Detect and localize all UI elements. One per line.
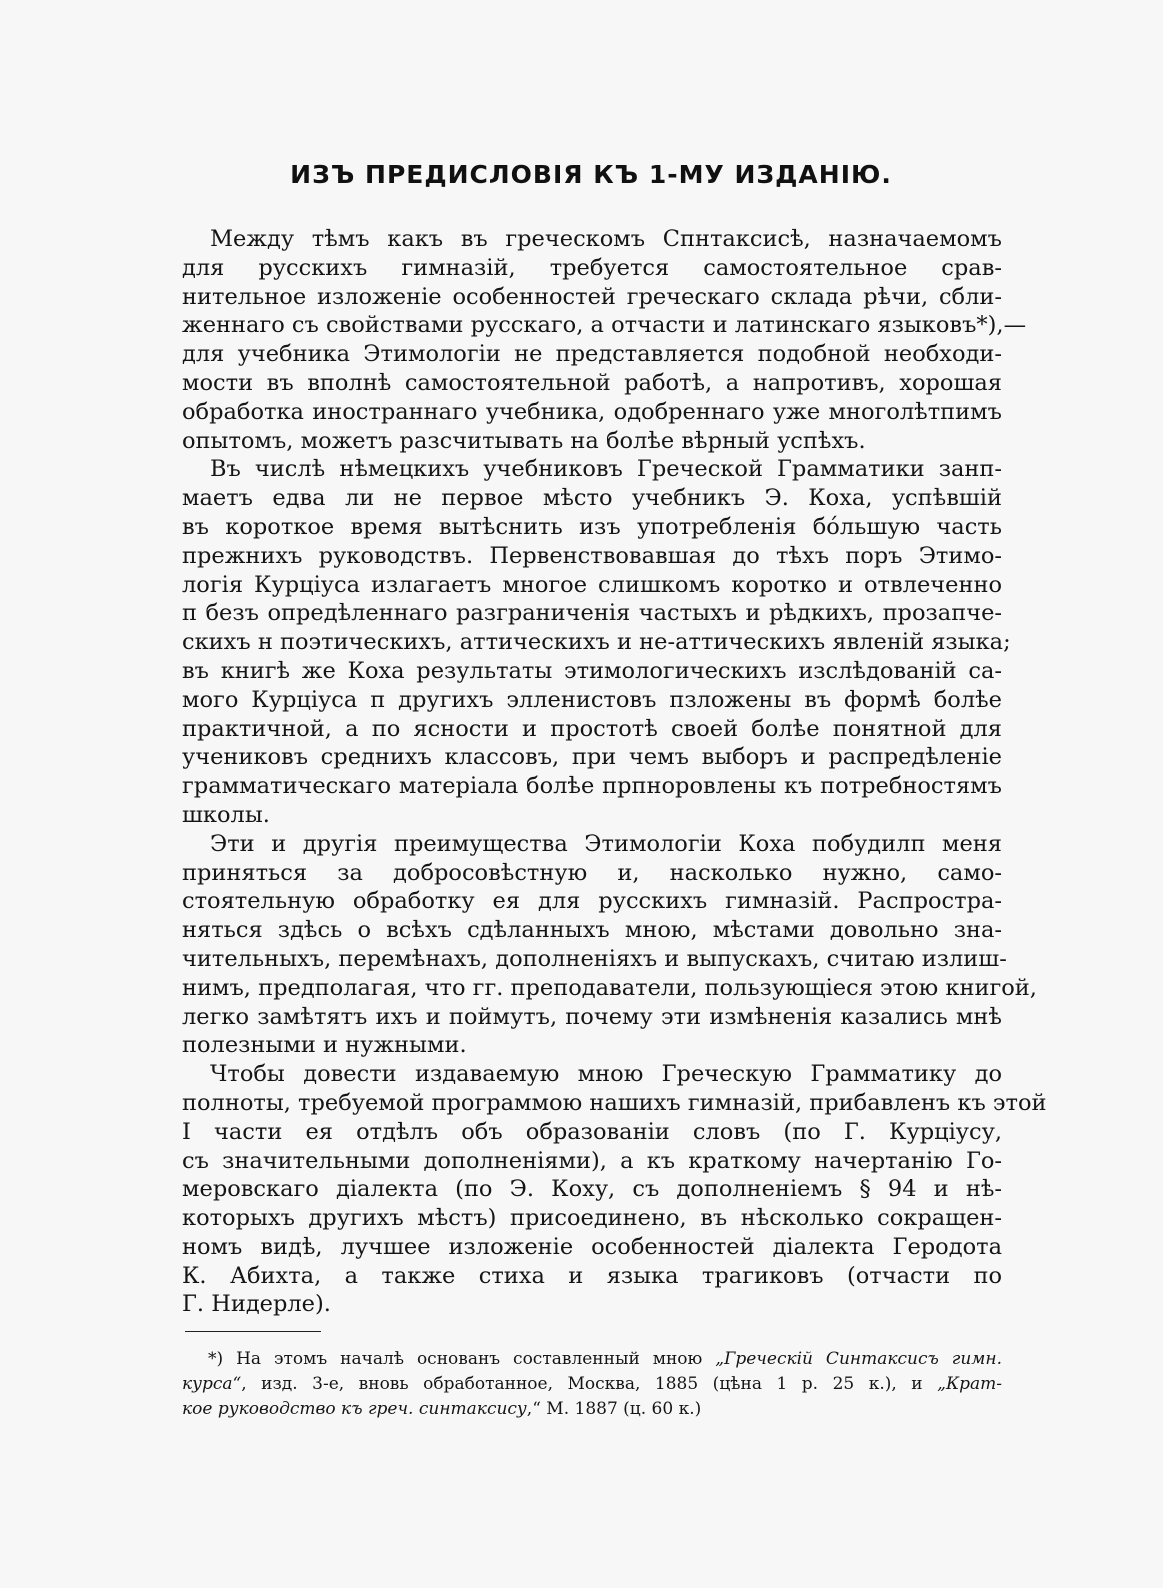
text-line: женнаго съ свойствами русскаго, а отчасти и латинскаго языковъ*),— bbox=[182, 312, 1027, 339]
footnote-text: , изд. 3-е, вновь обработанное, Москва, 1885 (цѣна 1 р. 25 к.), и bbox=[241, 1374, 938, 1394]
text-line: легко замѣтятъ ихъ и поймутъ, почему эти измѣненія казались мнѣ bbox=[182, 1003, 1002, 1030]
paragraph-2 bbox=[182, 455, 1011, 829]
footnote-line bbox=[182, 1347, 1002, 1372]
text-line: чительныхъ, перемѣнахъ, дополненіяхъ и выпускахъ, считаю излиш- bbox=[182, 945, 1007, 972]
text-line: номъ видѣ, лучшее изложеніе особенностей діалекта Геродота bbox=[182, 1233, 1002, 1260]
text-line: въ короткое время вытѣснить изъ употребленія бо́льшую часть bbox=[182, 513, 1002, 540]
text-line: меровскаго діалекта (по Э. Коху, съ дополненіемъ § 94 и нѣ- bbox=[182, 1176, 1002, 1203]
text-line: грамматическаго матеріала болѣе прпноровлены къ потребностямъ bbox=[182, 773, 1002, 800]
footnote-divider bbox=[185, 1331, 321, 1332]
text-line: нительное изложеніе особенностей греческаго склада рѣчи, сбли- bbox=[182, 283, 1002, 310]
text-line: мости въ вполнѣ самостоятельной работѣ, а напротивъ, хорошая bbox=[182, 369, 1002, 396]
text-line: скихъ н поэтическихъ, аттическихъ и не-аттическихъ явленій языка; bbox=[182, 629, 1011, 656]
text-line: практичной, а по ясности и простотѣ своей болѣе понятной для bbox=[182, 715, 1002, 742]
text-line: въ книгѣ же Коха результаты этимологическихъ изслѣдованій са- bbox=[182, 657, 1002, 684]
text-line: мого Курціуса п другихъ эллениcтовъ пзложены въ формѣ болѣе bbox=[182, 686, 1002, 713]
text-line: логія Курціуса излагаетъ многое слишкомъ коротко и отвлеченно bbox=[182, 571, 1002, 598]
footnote-book-title: курса“ bbox=[182, 1374, 242, 1394]
text-line: съ значительными дополненіями), а къ краткому начертанію Го- bbox=[182, 1147, 1002, 1174]
text-line: I части ея отдѣлъ объ образованіи словъ (по Г. Курціусу, bbox=[182, 1118, 1002, 1145]
footnote-line bbox=[182, 1372, 1002, 1397]
text-line: стоятельную обработку ея для русскихъ гимназій. Распростра- bbox=[182, 888, 1002, 915]
text-line: п безъ опредѣленнаго разграниченія частыхъ и рѣдкихъ, прозапче- bbox=[182, 600, 1002, 627]
footnote-book-title: „Крат- bbox=[937, 1374, 1002, 1394]
text-line: для русскихъ гимназій, требуется самостоятельное срав- bbox=[182, 254, 1002, 281]
text-line: полезными и нужными. bbox=[182, 1032, 467, 1059]
footnote-text: *) На этомъ началѣ основанъ составленный мною bbox=[208, 1349, 716, 1369]
text-line: Эти и другія преимущества Этимологіи Коха побудилп меня bbox=[210, 830, 1002, 857]
text-line: няться здѣсь о всѣхъ сдѣланныхъ мною, мѣстами довольно зна- bbox=[182, 917, 1002, 944]
text-line: Въ числѣ нѣмецкихъ учебниковъ Греческой Грамматики занп- bbox=[210, 456, 1002, 483]
footnote bbox=[182, 1347, 1002, 1422]
text-line: приняться за добросовѣстную и, насколько нужно, само- bbox=[182, 859, 1002, 886]
page-title: ИЗЪ ПРЕДИСЛОВІЯ КЪ 1-МУ ИЗДАНІЮ. bbox=[290, 160, 892, 189]
text-line: маетъ едва ли не первое мѣсто учебникъ Э. Коха, успѣвшій bbox=[182, 485, 1002, 512]
footnote-text: ,“ М. 1887 (ц. 60 к.) bbox=[526, 1399, 702, 1419]
footnote-book-title: „Греческій Синтаксисъ гимн. bbox=[715, 1349, 1002, 1369]
text-line: Между тѣмъ какъ въ греческомъ Спнтаксисѣ, назначаемомъ bbox=[210, 226, 1002, 252]
text-line: К. Абихта, а также стиха и языка трагиковъ (отчасти по bbox=[182, 1262, 1002, 1289]
text-line: нимъ, предполагая, что гг. преподаватели, пользующіеся этою книгой, bbox=[182, 974, 1037, 1001]
footnote-line bbox=[182, 1397, 1002, 1422]
text-line: Чтобы довести издаваемую мною Греческую Грамматику до bbox=[210, 1061, 1002, 1088]
text-line: школы. bbox=[182, 801, 270, 828]
text-line: обработка иностраннаго учебника, одобреннаго уже многолѣтпимъ bbox=[182, 398, 1002, 425]
text-line: прежнихъ руководствъ. Первенствовавшая до тѣхъ поръ Этимо- bbox=[182, 542, 1002, 569]
footnote-book-title: кое руководство къ греч. синтаксису bbox=[182, 1399, 527, 1419]
text-line: полноты, требуемой программою нашихъ гимназій, прибавленъ къ этой bbox=[182, 1089, 1047, 1116]
paragraph-4 bbox=[182, 1060, 1047, 1319]
text-line: учениковъ среднихъ классовъ, при чемъ выборъ и распредѣленіе bbox=[182, 744, 1002, 771]
text-line: опытомъ, можетъ разсчитывать на болѣе вѣрный успѣхъ. bbox=[182, 427, 866, 454]
text-line: которыхъ другихъ мѣстъ) присоединено, въ нѣсколько сокращен- bbox=[182, 1205, 1002, 1232]
paragraph-1 bbox=[182, 225, 1027, 455]
preface-body bbox=[182, 225, 1047, 1319]
paragraph-3 bbox=[182, 830, 1037, 1060]
text-line: Г. Нидерле). bbox=[182, 1291, 331, 1318]
text-line: для учебника Этимологіи не представляется подобной необходи- bbox=[182, 341, 1002, 368]
